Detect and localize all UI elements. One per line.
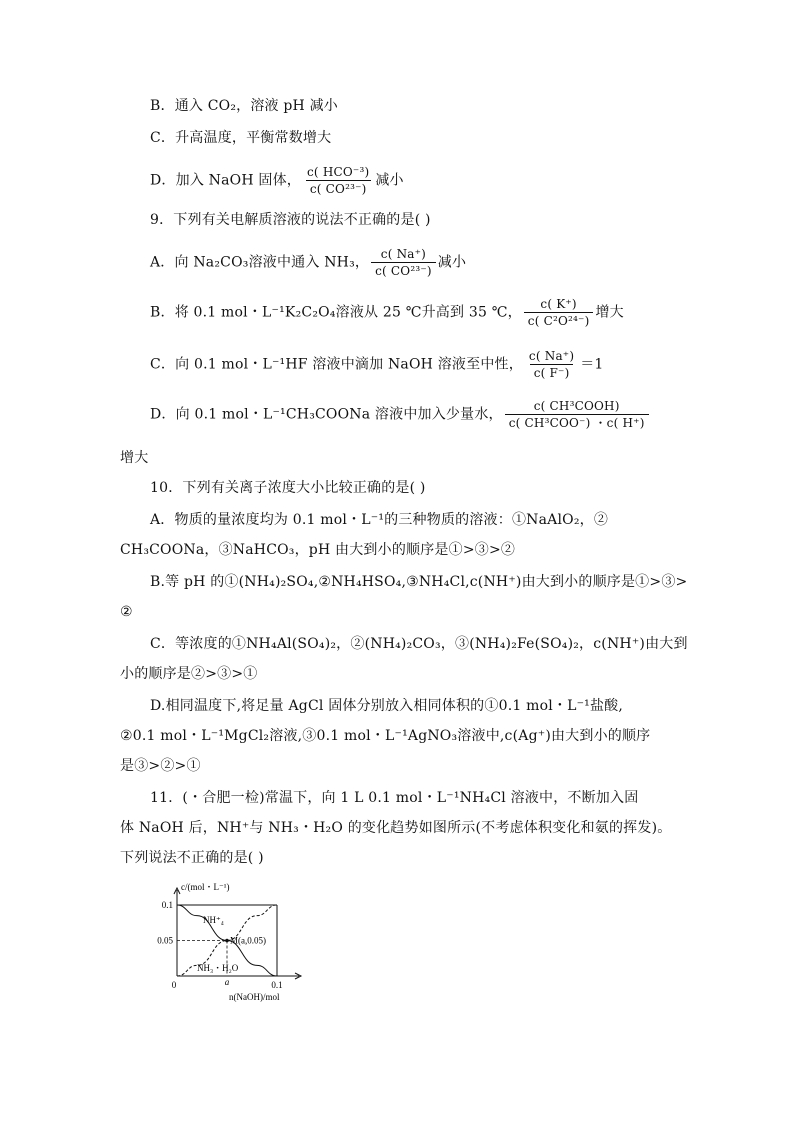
q10-option-d-line3: 是③>②>① — [120, 758, 201, 774]
y-tick-label: 0.05 — [157, 935, 173, 946]
q9-d-fraction — [505, 398, 649, 431]
q10-option-c-line2: 小的顺序是②>③>① — [120, 666, 258, 682]
q11-line3: 下列说法不正确的是( ) — [120, 850, 264, 866]
q10-option-d-line1: D.相同温度下,将足量 AgCl 固体分别放入相同体积的①0.1 mol・L⁻¹盐酸, — [150, 698, 624, 714]
fraction-numerator: c( CH³COOH) — [533, 399, 620, 413]
origin-label: 0 — [171, 980, 177, 990]
q9-a-prefix: A．向 Na₂CO₃溶液中通入 NH₃， — [150, 254, 370, 271]
series-label-0: NH⁺₄ — [203, 915, 224, 925]
x-tick-label: a — [224, 977, 230, 987]
concentration-chart — [145, 878, 315, 1003]
q8-option-b: B．通入 CO₂，溶液 pH 减小 — [150, 98, 339, 114]
fraction-numerator: c( Na⁺) — [380, 247, 427, 261]
q10-title: 10．下列有关离子浓度大小比较正确的是( ) — [150, 480, 426, 496]
fraction-numerator: c( K⁺) — [540, 297, 577, 311]
q9-option-c — [150, 348, 604, 381]
series-label-1: NH₃・H₂O — [197, 963, 239, 973]
q10-option-b-line1: B.等 pH 的①(NH₄)₂SO₄,②NH₄HSO₄,③NH₄Cl,c(NH⁺)由大到小的顺序是①>③> — [150, 574, 688, 590]
q11-line2: 体 NaOH 后，NH⁺与 NH₃・H₂O 的变化趋势如图所示(不考虑体积变化和氨的挥发)。 — [120, 820, 672, 836]
q10-option-c-line1: C．等浓度的①NH₄Al(SO₄)₂，②(NH₄)₂CO₃，③(NH₄)₂Fe(SO₄)₂，c(NH⁺)由大到 — [150, 636, 688, 652]
fraction-numerator: c( HCO⁻³) — [307, 165, 370, 179]
q10-option-a-line2: CH₃COONa，③NaHCO₃，pH 由大到小的顺序是①>③>② — [120, 542, 516, 558]
q11-line1: 11．(・合肥一检)常温下，向 1 L 0.1 mol・L⁻¹NH₄Cl 溶液中，不断加入固 — [150, 790, 639, 806]
q9-option-b — [150, 296, 624, 329]
q9-a-suffix: 减小 — [437, 254, 467, 271]
x-tick-label: 0.1 — [271, 980, 283, 990]
q9-c-prefix: C．向 0.1 mol・L⁻¹HF 溶液中滴加 NaOH 溶液至中性， — [150, 356, 523, 373]
fraction-denominator: c( C²O²⁴⁻) — [524, 312, 594, 329]
fraction-denominator: c( CH³COO⁻) ・c( H⁺) — [505, 414, 649, 431]
q8-d-fraction — [303, 164, 373, 197]
q9-title: 9．下列有关电解质溶液的说法不正确的是( ) — [150, 212, 431, 228]
q10-option-a-line1: A．物质的量浓度均为 0.1 mol・L⁻¹的三种物质的溶液：①NaAlO₂，② — [150, 512, 609, 528]
y-tick-label: 0.1 — [161, 900, 173, 910]
q8-d-suffix: 减小 — [375, 172, 404, 189]
q8-d-prefix: D．加入 NaOH 固体， — [150, 172, 302, 189]
fraction-denominator: c( F⁻) — [530, 364, 574, 381]
x-axis-label: n(NaOH)/mol — [229, 992, 280, 1002]
q9-option-d — [150, 398, 651, 431]
q9-b-fraction — [524, 296, 594, 329]
q9-b-suffix: 增大 — [595, 304, 624, 321]
q9-a-fraction — [371, 246, 436, 279]
q9-c-fraction — [525, 348, 578, 381]
fraction-numerator: c( Na⁺) — [528, 349, 575, 363]
y-axis-label: c/(mol・L⁻¹) — [181, 882, 230, 892]
fraction-denominator: c( CO²³⁻) — [371, 262, 436, 279]
q9-d-suffix: 增大 — [120, 450, 149, 466]
q9-option-a — [150, 246, 466, 279]
fraction-denominator: c( CO²³⁻) — [306, 180, 371, 197]
q8-option-d — [150, 164, 404, 197]
q9-b-prefix: B．将 0.1 mol・L⁻¹K₂C₂O₄溶液从 25 ℃升高到 35 ℃， — [150, 304, 522, 321]
point-m — [225, 939, 229, 943]
q8-option-c: C．升高温度，平衡常数增大 — [150, 130, 332, 146]
q10-option-d-line2: ②0.1 mol・L⁻¹MgCl₂溶液,③0.1 mol・L⁻¹AgNO₃溶液中,c(Ag⁺)由大到小的顺序 — [120, 728, 651, 744]
q9-d-prefix: D．向 0.1 mol・L⁻¹CH₃COONa 溶液中加入少量水， — [150, 406, 503, 423]
point-m-label: M(a,0.05) — [230, 935, 266, 946]
q10-option-b-line2: ② — [120, 604, 133, 620]
q9-c-suffix: ＝1 — [580, 356, 604, 373]
